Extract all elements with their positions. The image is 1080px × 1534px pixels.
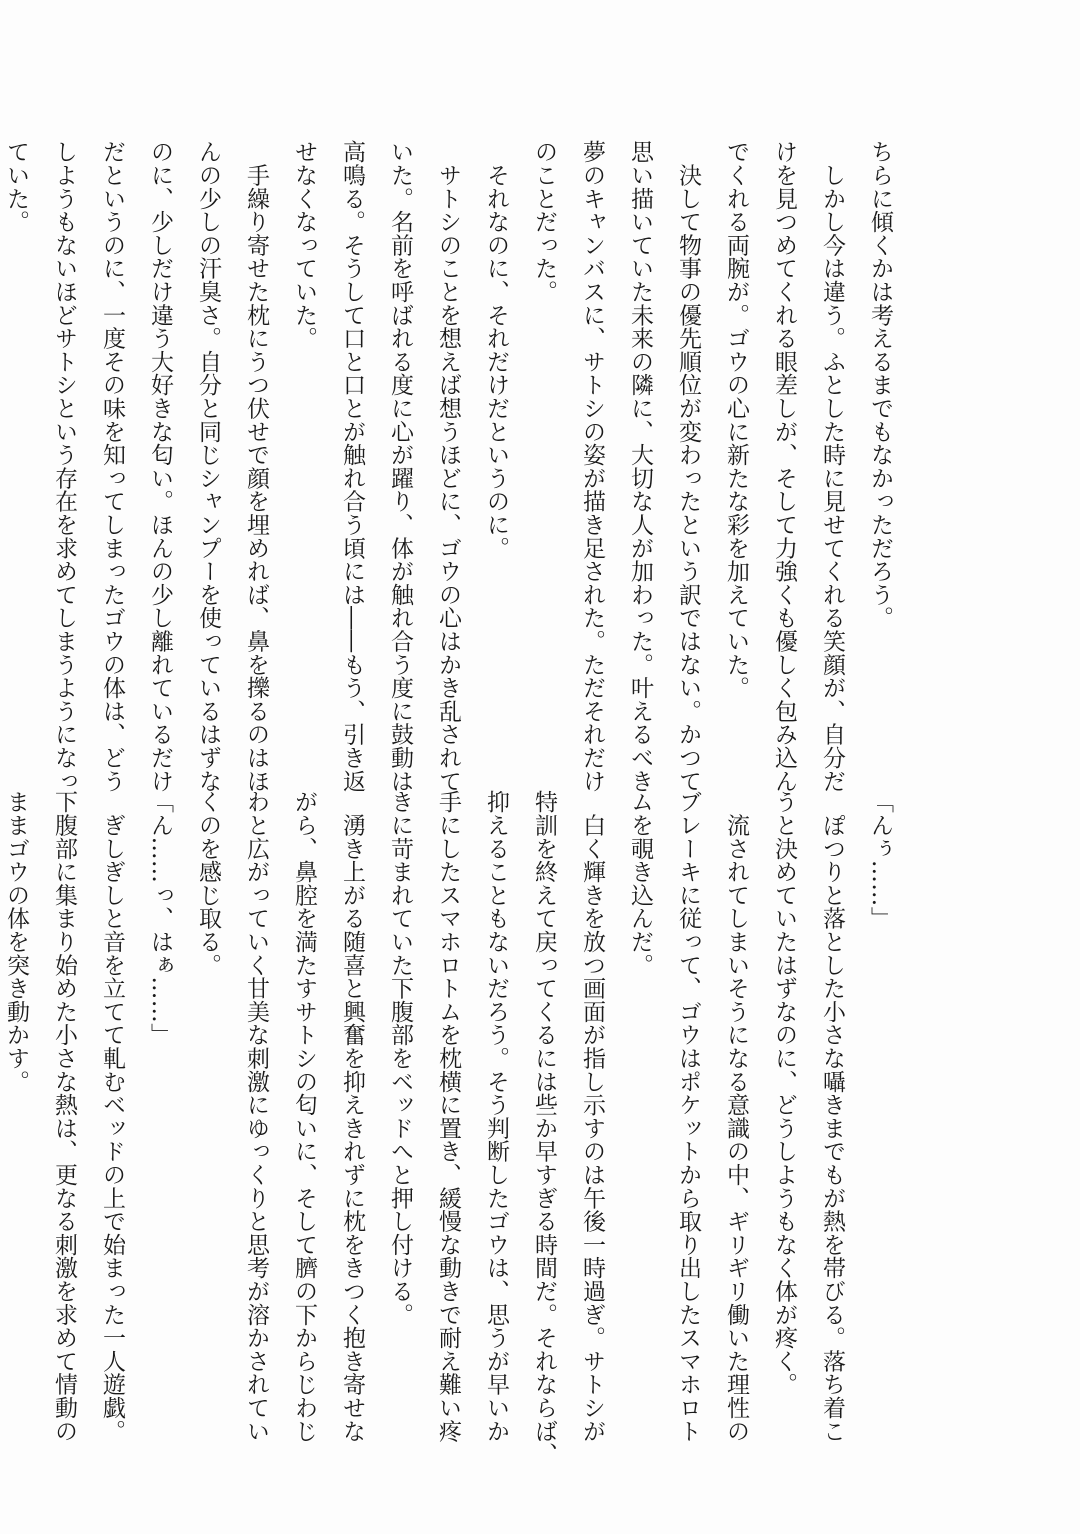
text-line: ブレーキに従って、ゴウはポケットから取り出したスマホロト: [675, 790, 701, 1443]
text-line: きに苛まれていた下腹部をベッドへと押し付ける。: [387, 790, 413, 1326]
text-line: ぎしぎしと音を立てて軋むベッドの上で始まった一人遊戯。: [99, 790, 125, 1443]
text-line: 湧き上がる随喜と興奮を抑えきれずに枕をきつく抱き寄せな: [339, 790, 365, 1443]
text-line: がら、鼻腔を満たすサトシの匂いに、そして臍の下からじわじ: [291, 790, 317, 1443]
text-line: のに、少しだけ違う大好きな匂い。ほんの少し離れているだけ: [147, 140, 173, 793]
text-line: くのを感じ取る。: [195, 790, 221, 977]
text-line: 「ん……っ、はぁ……」: [147, 790, 173, 1047]
text-line: んの少しの汗臭さ。自分と同じシャンプーを使っているはずな: [195, 140, 221, 793]
text-line: サトシのことを想えば想うほどに、ゴウの心はかき乱されて: [435, 140, 461, 793]
text-line: 白く輝きを放つ画面が指し示すのは午後一時過ぎ。サトシが: [579, 790, 605, 1443]
text-line: わと広がっていく甘美な刺激にゆっくりと思考が溶かされてい: [243, 790, 269, 1443]
text-line: 抑えることもないだろう。そう判断したゴウは、思うが早いか: [483, 790, 509, 1443]
text-line: 流されてしまいそうになる意識の中、ギリギリ働いた理性の: [723, 790, 749, 1443]
lower-text-block: [3, 790, 904, 1466]
text-line: 「んぅ……」: [867, 790, 893, 930]
text-line: 手にしたスマホロトムを枕横に置き、緩慢な動きで耐え難い疼: [435, 790, 461, 1443]
text-line: のことだった。: [531, 140, 557, 304]
text-line: ていた。: [3, 140, 29, 234]
text-line: だというのに、一度その味を知ってしまったゴウの体は、どう: [99, 140, 125, 793]
text-line: 手繰り寄せた枕にうつ伏せで顔を埋めれば、鼻を擽るのはほ: [243, 140, 269, 793]
text-line: せなくなっていた。: [291, 140, 317, 350]
text-line: 下腹部に集まり始めた小さな熱は、更なる刺激を求めて情動の: [51, 790, 77, 1443]
text-line: けを見つめてくれる眼差しが、そして力強くも優しく包み込ん: [771, 140, 797, 793]
upper-text-block: [3, 140, 904, 793]
text-line: 決して物事の優先順位が変わったという訳ではない。かつて: [675, 140, 701, 793]
text-line: 特訓を終えて戻ってくるには些か早すぎる時間だ。それならば、: [531, 790, 557, 1466]
text-line: それなのに、それだけだというのに。: [483, 140, 509, 560]
text-line: 高鳴る。そうして口と口とが触れ合う頃には――もう、引き返: [339, 140, 365, 793]
text-line: ままゴウの体を突き動かす。: [3, 790, 29, 1093]
text-line: しようもないほどサトシという存在を求めてしまうようになっ: [51, 140, 77, 793]
text-line: しかし今は違う。ふとした時に見せてくれる笑顔が、自分だ: [819, 140, 845, 793]
text-line: ちらに傾くかは考えるまでもなかっただろう。: [867, 140, 893, 630]
text-line: 夢のキャンバスに、サトシの姿が描き足された。ただそれだけ: [579, 140, 605, 793]
text-line: でくれる両腕が。ゴウの心に新たな彩を加えていた。: [723, 140, 749, 700]
text-line: 思い描いていた未来の隣に、大切な人が加わった。叶えるべき: [627, 140, 653, 793]
text-line: ムを覗き込んだ。: [627, 790, 653, 977]
text-line: いた。名前を呼ばれる度に心が躍り、体が触れ合う度に鼓動は: [387, 140, 413, 793]
text-line: ぽつりと落とした小さな囁きまでもが熱を帯びる。落ち着こ: [819, 790, 845, 1443]
text-line: うと決めていたはずなのに、どうしようもなく体が疼く。: [771, 790, 797, 1396]
